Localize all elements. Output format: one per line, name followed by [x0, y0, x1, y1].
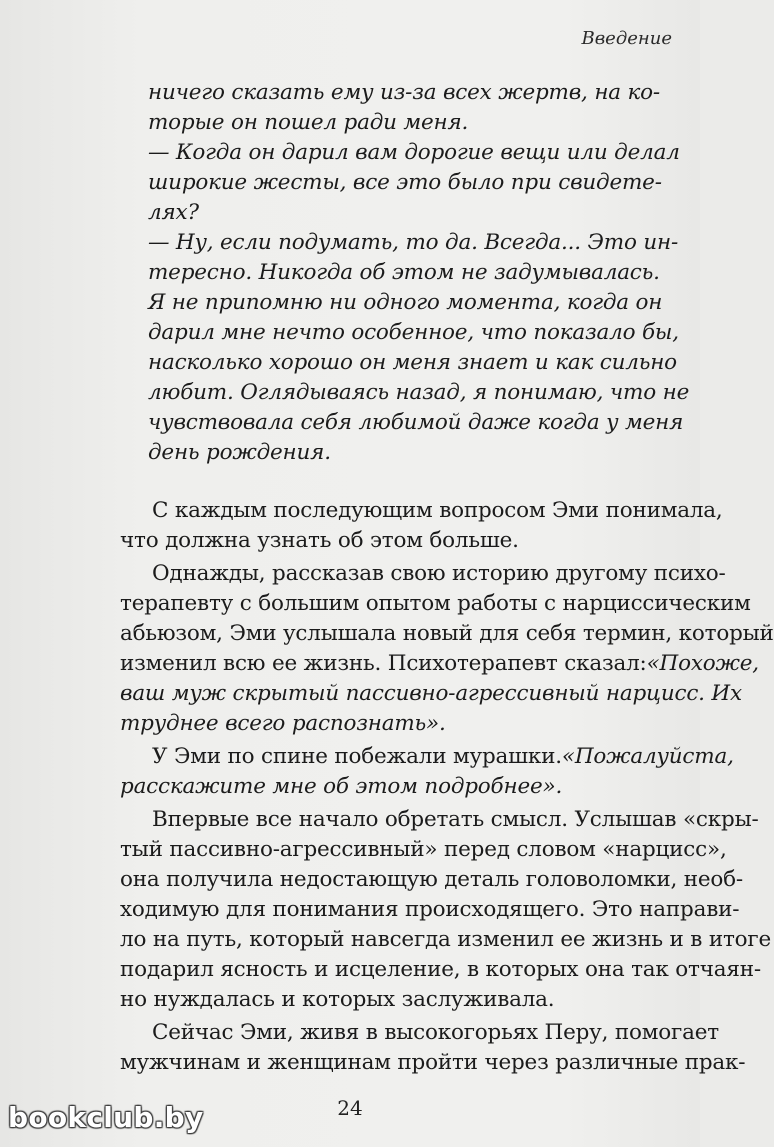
text-line: насколько хорошо он меня знает и как сильно: [148, 350, 677, 375]
text-line: терапевту с большим опытом работы с нарциссическим: [120, 591, 751, 616]
text-line: мужчинам и женщинам пройти через различные прак-: [120, 1050, 746, 1075]
text-line: ходимую для понимания происходящего. Это направи-: [120, 897, 740, 922]
text-line: лях?: [148, 200, 199, 225]
text-line: [152, 744, 734, 769]
site-watermark: bookclub.by: [8, 1101, 204, 1134]
text-line: день рождения.: [148, 440, 331, 465]
page-number: 24: [337, 1096, 363, 1120]
text-line: ничего сказать ему из-за всех жертв, на ко-: [148, 80, 660, 105]
text-line: [120, 651, 759, 676]
text-line: дарил мне нечто особенное, что показало бы,: [148, 320, 679, 345]
text-span-italic: «Похоже,: [646, 651, 759, 676]
text-line: подарил ясность и исцеление, в которых она так отчаян-: [120, 957, 761, 982]
text-line: ваш муж скрытый пассивно-агрессивный нарцисс. Их: [120, 681, 742, 706]
text-line: — Когда он дарил вам дорогие вещи или делал: [148, 140, 680, 165]
text-line: тый пассивно-агрессивный» перед словом «нарцисс»,: [120, 837, 727, 862]
text-line: но нуждалась и которых заслуживала.: [120, 987, 555, 1012]
text-line: Впервые все начало обретать смысл. Услышав «скры-: [152, 807, 759, 832]
text-line: С каждым последующим вопросом Эми понимала,: [152, 498, 723, 523]
text-line: чувствовала себя любимой даже когда у меня: [148, 410, 684, 435]
text-line: абьюзом, Эми услышала новый для себя термин, который: [120, 621, 774, 646]
text-line: Однажды, рассказав свою историю другому психо-: [152, 561, 726, 586]
text-span: изменил всю ее жизнь. Психотерапевт сказал:: [120, 651, 647, 676]
text-line: что должна узнать об этом больше.: [120, 528, 519, 553]
text-span: У Эми по спине побежали мурашки.: [152, 744, 562, 769]
text-line: она получила недостающую деталь головоломки, необ-: [120, 867, 743, 892]
text-span-italic: «Пожалуйста,: [561, 744, 734, 769]
text-line: широкие жесты, все это было при свидете-: [148, 170, 662, 195]
text-line: тересно. Никогда об этом не задумывалась.: [148, 260, 660, 285]
text-line: труднее всего распознать».: [120, 711, 446, 736]
text-line: расскажите мне об этом подробнее».: [120, 774, 563, 799]
text-line: любит. Оглядываясь назад, я понимаю, что не: [148, 380, 690, 405]
text-line: торые он пошел ради меня.: [148, 110, 469, 135]
text-line: Я не припомню ни одного момента, когда он: [148, 290, 663, 315]
text-line: Сейчас Эми, живя в высокогорьях Перу, помогает: [152, 1020, 719, 1045]
text-line: — Ну, если подумать, то да. Всегда... Это ин-: [148, 230, 679, 255]
running-head: Введение: [581, 28, 672, 49]
text-line: ло на путь, который навсегда изменил ее жизнь и в итоге: [120, 927, 771, 952]
